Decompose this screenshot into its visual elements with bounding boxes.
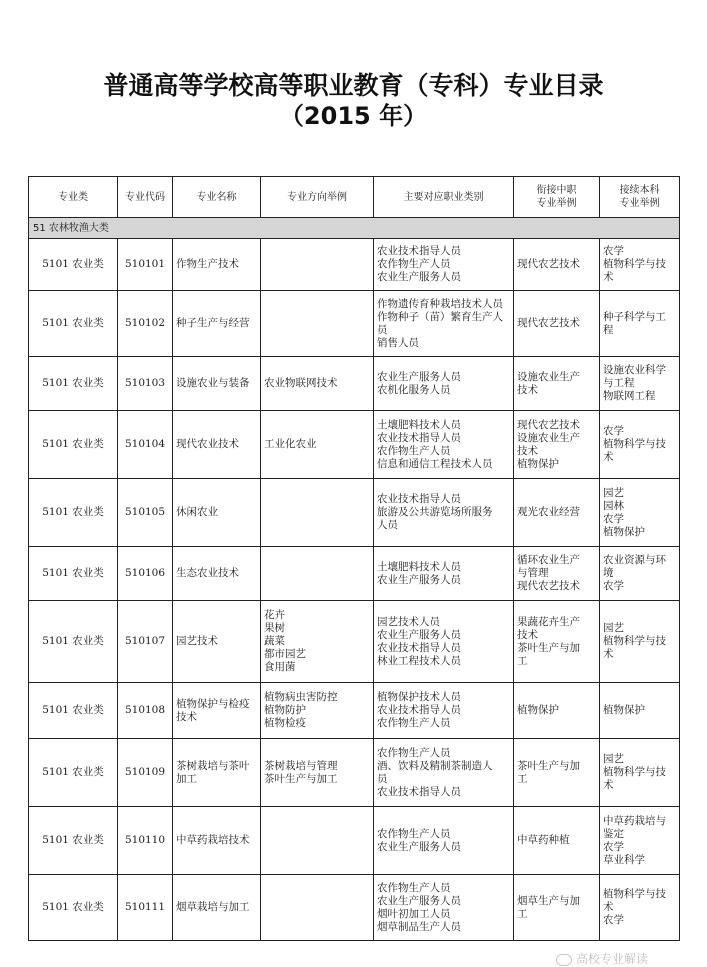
cell-undergrad (600, 601, 680, 683)
wechat-icon (556, 954, 572, 966)
cell-occupations-line: 农机化服务人员 (377, 383, 451, 396)
cell-occupations (374, 601, 514, 683)
cell-undergrad-line: 植物科学与技 (603, 766, 666, 778)
table-row (29, 807, 680, 875)
header-occupations: 主要对应职业类别 (374, 177, 514, 218)
cell-directions-line: 食用菌 (264, 661, 296, 673)
cell-occupations-line: 农业技术指导人员 (377, 641, 461, 654)
cell-occupations-line: 销售人员 (377, 336, 419, 349)
cell-secondary (514, 291, 600, 357)
header-code: 专业代码 (118, 177, 173, 218)
cell-occupations (374, 357, 514, 411)
cell-occupations-line: 农作物生产人员 (377, 258, 451, 270)
cell-undergrad-line: 植物保护 (603, 704, 645, 716)
cell-secondary (514, 807, 600, 875)
cell-name: 作物生产技术 (173, 239, 261, 291)
cell-directions-line: 花卉 (264, 609, 285, 621)
cell-name: 中草药栽培技术 (173, 807, 261, 875)
cell-undergrad-line: 农学 (603, 580, 624, 592)
cell-secondary-line: 烟草生产与加 (517, 894, 580, 907)
cell-occupations-line: 土壤肥料技术人员 (377, 418, 461, 431)
cell-undergrad-line: 中草药栽培与 (603, 814, 666, 827)
cell-occupations-line: 农作物生产人员 (377, 827, 451, 840)
cell-directions (261, 601, 374, 683)
cell-undergrad-line: 植物科学与技 (603, 635, 666, 647)
cell-occupations (374, 875, 514, 941)
cell-secondary-line: 观光农业经营 (517, 506, 580, 518)
cell-undergrad-line: 农学 (603, 512, 624, 525)
cell-undergrad-line: 农学 (603, 840, 624, 853)
cell-category: 5101 农业类 (29, 807, 118, 875)
cell-secondary-line: 现代农艺技术 (517, 258, 580, 270)
cell-undergrad-line: 农学 (603, 425, 624, 437)
cell-secondary-line: 工 (517, 907, 528, 920)
table-row (29, 547, 680, 601)
cell-secondary-line: 茶叶生产与加 (517, 759, 580, 772)
watermark (556, 950, 648, 967)
cell-secondary-line: 茶叶生产与加 (517, 641, 580, 654)
cell-occupations-line: 农业技术指导人员 (377, 431, 461, 444)
header-name: 专业名称 (173, 177, 261, 218)
cell-occupations (374, 479, 514, 547)
cell-undergrad-line: 与工程 (603, 377, 635, 389)
cell-undergrad-line: 程 (603, 323, 614, 336)
cell-occupations-line: 作物种子（苗）繁育生产人 (377, 310, 503, 323)
cell-secondary-line: 工 (517, 772, 528, 785)
cell-code: 510109 (118, 739, 173, 807)
cell-secondary-line: 现代农艺技术 (517, 317, 580, 329)
cell-undergrad-line: 草业科学 (603, 853, 645, 866)
header-secondary: 衔接中职 专业举例 (514, 177, 600, 218)
cell-undergrad (600, 239, 680, 291)
table-header-row (29, 177, 680, 218)
cell-secondary (514, 239, 600, 291)
cell-secondary-line: 现代农艺技术 (517, 580, 580, 592)
table-row (29, 239, 680, 291)
cell-undergrad-line: 术 (603, 271, 614, 283)
cell-occupations (374, 239, 514, 291)
table-row (29, 875, 680, 941)
header-undergrad: 接续本科 专业举例 (600, 177, 680, 218)
cell-occupations-line: 农业技术指导人员 (377, 245, 461, 257)
cell-undergrad (600, 807, 680, 875)
page-title: 普通高等学校高等职业教育（专科）专业目录 (103, 71, 604, 100)
cell-occupations-line: 农作物生产人员 (377, 746, 451, 759)
cell-directions-line: 都市园艺 (264, 648, 306, 660)
cell-secondary-line: 循环农业生产 (517, 554, 580, 566)
cell-undergrad-line: 园艺 (603, 622, 624, 634)
cell-secondary-line: 技术 (517, 383, 538, 396)
section-row (29, 218, 680, 239)
cell-secondary (514, 739, 600, 807)
cell-occupations-line: 农业生产服务人员 (377, 370, 461, 383)
cell-undergrad-line: 农学 (603, 914, 624, 926)
cell-directions-line: 果树 (264, 622, 285, 634)
cell-undergrad (600, 739, 680, 807)
cell-name: 设施农业与装备 (173, 357, 261, 411)
cell-secondary-line: 设施农业生产 (517, 370, 580, 383)
cell-category: 5101 农业类 (29, 601, 118, 683)
cell-code: 510102 (118, 291, 173, 357)
cell-secondary-line: 技术 (517, 444, 538, 457)
cell-undergrad-line: 园林 (603, 499, 624, 512)
cell-undergrad-line: 境 (603, 567, 614, 579)
cell-secondary (514, 411, 600, 479)
cell-secondary (514, 683, 600, 739)
cell-occupations-line: 烟叶初加工人员 (377, 907, 451, 920)
cell-undergrad-line: 农业资源与环 (603, 554, 666, 566)
cell-undergrad-line: 植物科学与技 (603, 258, 666, 270)
cell-occupations-line: 酒、饮料及精制茶制造人 (377, 759, 493, 772)
cell-occupations-line: 林业工程技术人员 (377, 654, 461, 667)
cell-name: 种子生产与经营 (173, 291, 261, 357)
cell-name: 现代农业技术 (173, 411, 261, 479)
cell-directions (261, 683, 374, 739)
cell-secondary-line: 中草药种植 (517, 834, 570, 846)
cell-occupations-line: 土壤肥料技术人员 (377, 560, 461, 573)
cell-name: 植物保护与检疫技术 (173, 683, 261, 739)
watermark-text: 高校专业解读 (576, 952, 649, 966)
table-row (29, 411, 680, 479)
cell-undergrad-line: 植物保护 (603, 525, 645, 538)
cell-occupations-line: 人员 (377, 519, 398, 531)
cell-undergrad-line: 植物科学与技 (603, 888, 666, 900)
cell-directions (261, 291, 374, 357)
cell-occupations-line: 农业生产服务人员 (377, 271, 461, 283)
cell-occupations-line: 农业技术指导人员 (377, 704, 461, 716)
cell-code: 510111 (118, 875, 173, 941)
major-catalog-table (28, 176, 680, 941)
cell-name: 园艺技术 (173, 601, 261, 683)
cell-occupations-line: 员 (377, 772, 388, 785)
cell-category: 5101 农业类 (29, 479, 118, 547)
cell-occupations-line: 作物遗传育种栽培技术人员 (377, 297, 503, 310)
cell-secondary-line: 技术 (517, 628, 538, 641)
cell-directions (261, 739, 374, 807)
cell-secondary (514, 875, 600, 941)
cell-secondary-line: 与管理 (517, 567, 549, 579)
cell-undergrad-line: 术 (603, 451, 614, 463)
cell-undergrad (600, 291, 680, 357)
cell-directions-line: 工业化农业 (264, 438, 317, 450)
cell-occupations (374, 411, 514, 479)
cell-secondary (514, 547, 600, 601)
header-category: 专业类 (29, 177, 118, 218)
cell-occupations-line: 农作物生产人员 (377, 717, 451, 729)
cell-occupations-line: 信息和通信工程技术人员 (377, 457, 493, 470)
cell-occupations-line: 农作物生产人员 (377, 881, 451, 894)
cell-name: 烟草栽培与加工 (173, 875, 261, 941)
cell-category: 5101 农业类 (29, 875, 118, 941)
cell-undergrad-line: 园艺 (603, 486, 624, 499)
cell-category: 5101 农业类 (29, 411, 118, 479)
cell-code: 510101 (118, 239, 173, 291)
cell-code: 510104 (118, 411, 173, 479)
cell-directions (261, 547, 374, 601)
cell-occupations-line: 农业生产服务人员 (377, 628, 461, 641)
table-row (29, 291, 680, 357)
cell-category: 5101 农业类 (29, 357, 118, 411)
cell-occupations-line: 员 (377, 323, 388, 336)
cell-occupations-line: 旅游及公共游览场所服务 (377, 506, 493, 518)
cell-directions (261, 875, 374, 941)
cell-undergrad (600, 683, 680, 739)
cell-directions (261, 239, 374, 291)
section-label: 51 农林牧渔大类 (29, 218, 680, 239)
cell-undergrad-line: 设施农业科学 (603, 364, 666, 376)
table-row (29, 479, 680, 547)
cell-occupations-line: 植物保护技术人员 (377, 691, 461, 703)
cell-directions (261, 357, 374, 411)
cell-undergrad-line: 种子科学与工 (603, 310, 666, 323)
cell-directions (261, 411, 374, 479)
cell-occupations (374, 739, 514, 807)
cell-occupations-line: 农业技术指导人员 (377, 493, 461, 505)
cell-secondary-line: 现代农艺技术 (517, 418, 580, 431)
cell-occupations-line: 农业生产服务人员 (377, 894, 461, 907)
page-subtitle: （2015 年） (279, 102, 428, 130)
cell-undergrad-line: 术 (603, 779, 614, 791)
cell-undergrad (600, 479, 680, 547)
cell-name: 生态农业技术 (173, 547, 261, 601)
cell-undergrad (600, 547, 680, 601)
table-row (29, 683, 680, 739)
cell-secondary-line: 工 (517, 654, 528, 667)
table-row (29, 357, 680, 411)
cell-occupations-line: 农作物生产人员 (377, 444, 451, 457)
cell-directions-line: 植物防护 (264, 704, 306, 716)
cell-occupations (374, 547, 514, 601)
table-row (29, 601, 680, 683)
cell-category: 5101 农业类 (29, 291, 118, 357)
cell-code: 510110 (118, 807, 173, 875)
cell-category: 5101 农业类 (29, 547, 118, 601)
cell-undergrad-line: 术 (603, 648, 614, 660)
cell-undergrad-line: 鉴定 (603, 827, 624, 840)
cell-directions-line: 蔬菜 (264, 635, 285, 647)
cell-undergrad-line: 农学 (603, 245, 624, 257)
cell-occupations-line: 烟草制品生产人员 (377, 920, 461, 933)
cell-directions-line: 农业物联网技术 (264, 377, 338, 389)
cell-category: 5101 农业类 (29, 683, 118, 739)
cell-category: 5101 农业类 (29, 239, 118, 291)
cell-undergrad (600, 357, 680, 411)
cell-directions (261, 479, 374, 547)
cell-undergrad-line: 植物科学与技 (603, 438, 666, 450)
cell-undergrad-line: 物联网工程 (603, 390, 656, 402)
cell-occupations (374, 291, 514, 357)
cell-secondary-line: 植物保护 (517, 457, 559, 470)
cell-directions-line: 植物检疫 (264, 717, 306, 729)
cell-secondary-line: 植物保护 (517, 704, 559, 716)
cell-category: 5101 农业类 (29, 739, 118, 807)
cell-occupations-line: 农业技术指导人员 (377, 785, 461, 798)
cell-occupations (374, 683, 514, 739)
cell-occupations-line: 园艺技术人员 (377, 615, 440, 628)
cell-name: 休闲农业 (173, 479, 261, 547)
cell-undergrad-line: 术 (603, 901, 614, 913)
cell-secondary-line: 果蔬花卉生产 (517, 615, 580, 628)
cell-occupations-line: 农业生产服务人员 (377, 573, 461, 586)
cell-directions (261, 807, 374, 875)
cell-occupations (374, 807, 514, 875)
cell-secondary-line: 设施农业生产 (517, 431, 580, 444)
table-row (29, 739, 680, 807)
cell-code: 510105 (118, 479, 173, 547)
cell-code: 510108 (118, 683, 173, 739)
cell-directions-line: 茶叶生产与加工 (264, 772, 338, 785)
cell-code: 510107 (118, 601, 173, 683)
cell-name: 茶树栽培与茶叶加工 (173, 739, 261, 807)
header-directions: 专业方向举例 (261, 177, 374, 218)
cell-secondary (514, 357, 600, 411)
cell-directions-line: 植物病虫害防控 (264, 691, 338, 703)
cell-secondary (514, 479, 600, 547)
cell-secondary (514, 601, 600, 683)
cell-undergrad (600, 411, 680, 479)
cell-directions-line: 茶树栽培与管理 (264, 759, 338, 772)
cell-undergrad (600, 875, 680, 941)
cell-code: 510106 (118, 547, 173, 601)
cell-occupations-line: 农业生产服务人员 (377, 840, 461, 853)
cell-code: 510103 (118, 357, 173, 411)
cell-undergrad-line: 园艺 (603, 753, 624, 765)
